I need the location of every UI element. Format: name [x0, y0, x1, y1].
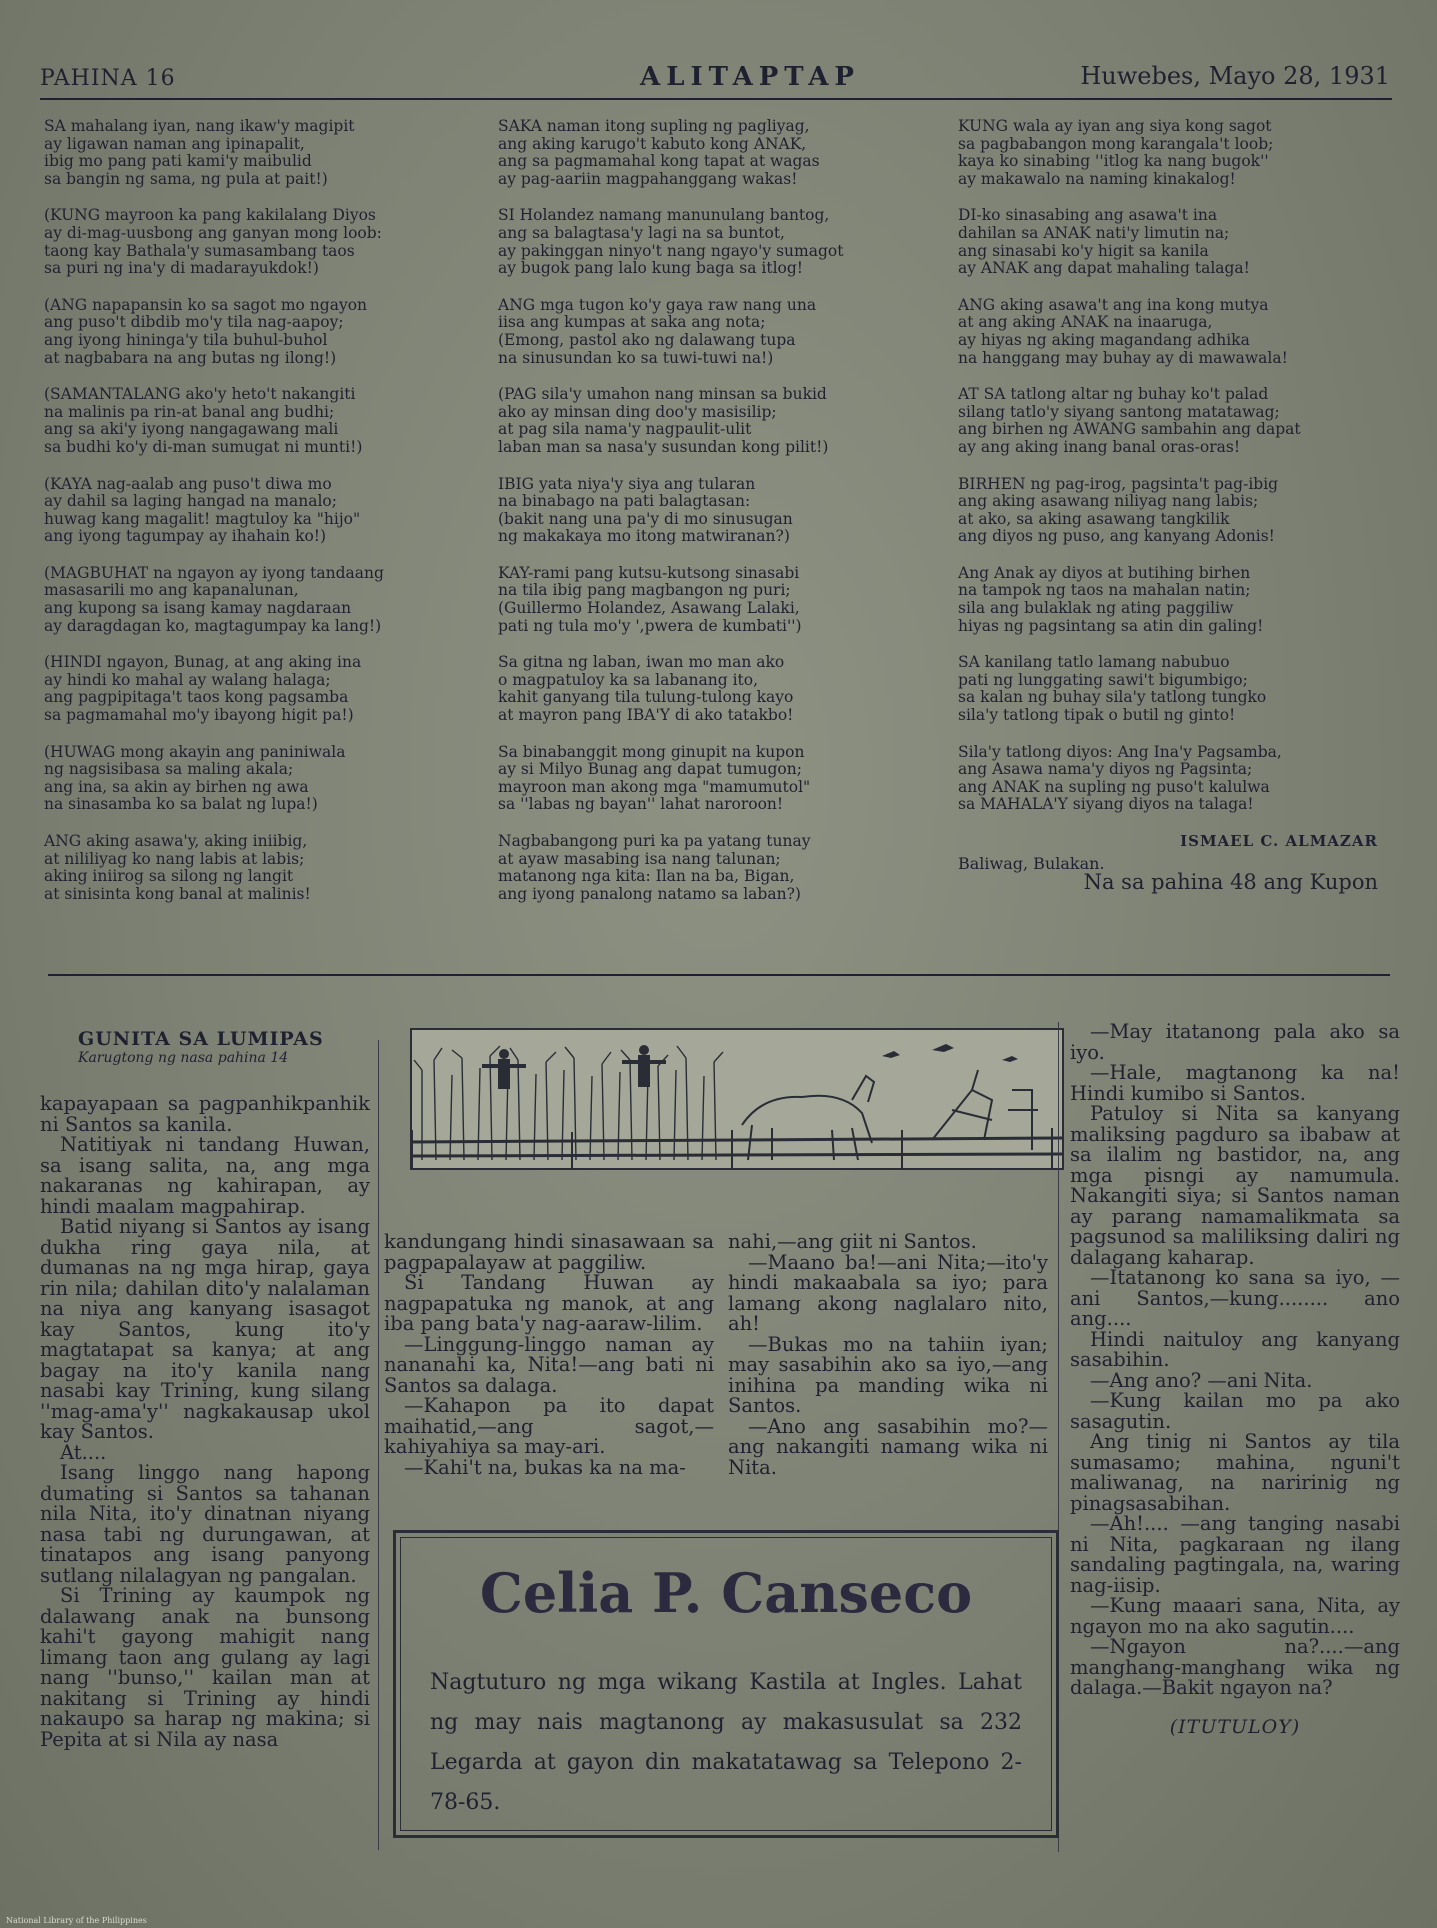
- poem-line: at nagbabara na ang butas ng ilong!): [44, 348, 337, 367]
- poem-stanza: [498, 118, 918, 188]
- poem-line: (HUWAG mong akayin ang paniniwala: [44, 742, 346, 761]
- story-column-3: [728, 1232, 1048, 1478]
- poem-line: ng makakaya mo itong matwiranan?): [498, 527, 790, 546]
- poem-line: kahit ganyang tila tulung-tulong kayo: [498, 688, 794, 707]
- poem-line: ang sinasabi ko'y higit sa kanila: [958, 241, 1209, 260]
- poem-line: ang pagpipitaga't taos kong pagsamba: [44, 688, 349, 707]
- poem-line: SAKA naman itong supling ng pagliyag,: [498, 117, 810, 135]
- poem-line: Sa binabanggit mong ginupit na kupon: [498, 742, 805, 761]
- poem-column-1: [44, 118, 464, 922]
- story-paragraph: —Ngayon na?....—ang manghang-manghang wika ng dalaga.—Bakit ngayon na?: [1070, 1635, 1400, 1699]
- poem-line: (SAMANTALANG ako'y heto't nakangiti: [44, 385, 356, 404]
- poem-line: ay ligawan naman ang ipinapalit,: [44, 134, 305, 153]
- poem-place: Baliwag, Bulakan.: [958, 853, 1105, 873]
- poem-stanza: [44, 565, 464, 635]
- story-heading: [78, 1028, 348, 1066]
- story-paragraph: kandungang hindi sinasawaan sa pagpapalayaw at paggiliw.: [384, 1230, 714, 1274]
- poem-line: ay si Milyo Bunag ang dapat tumugon;: [498, 760, 802, 779]
- poem-stanza: [958, 565, 1378, 635]
- poem-line: sa ''labas ng bayan'' lahat naroroon!: [498, 795, 784, 814]
- poem-line: na sinusundan ko sa tuwi-tuwi na!): [498, 348, 774, 367]
- poem-line: (Guillermo Holandez, Asawang Lalaki,: [498, 599, 800, 618]
- poem-stanza: [958, 297, 1378, 367]
- poem-line: ang birhen ng AWANG sambahin ang dapat: [958, 420, 1301, 439]
- section-divider: [48, 974, 1390, 976]
- ad-name: Celia P. Canseco: [479, 1561, 973, 1625]
- story-paragraph: —Hale, magtanong ka na! Hindi kumibo si Santos.: [1070, 1061, 1400, 1105]
- poem-line: ANG aking asawa'y, aking iniibig,: [44, 832, 308, 850]
- story-paragraph: kapayapaan sa pagpanhikpanhik ni Santos sa kanila.: [40, 1092, 370, 1136]
- poem-stanza: [498, 386, 918, 456]
- story-paragraph: —Ang ano? —ani Nita.: [1090, 1368, 1313, 1392]
- poem-stanza: [958, 118, 1378, 188]
- poem-line: at mayron pang IBA'Y di ako tatakbo!: [498, 706, 794, 725]
- poem-line: aking iniirog sa silong ng langit: [44, 867, 294, 886]
- poem-stanza: [44, 744, 464, 814]
- poem-line: na sinasamba ko sa balat ng lupa!): [44, 795, 318, 814]
- story-paragraph: Batid niyang si Santos ay isang dukha ring gaya nila, at dumanas na ng mga hirap, gaya rin nila; dahilan dito'y nalalaman na niya ang kanyang isasagot kay Santos, kung ito'y magtatapat sa kanya; at ang bagay na ito'y kanila nang nasabi kay Trining, kung silang ''mag-ama'y'' nagkakausap ukol kay Santos.: [40, 1215, 370, 1443]
- poem-line: taong kay Bathala'y sumasambang taos: [44, 241, 355, 260]
- library-credit: National Library of the Philippines: [6, 1916, 147, 1925]
- poem-line: (Emong, pastol ako ng dalawang tupa: [498, 330, 796, 349]
- poem-line: na tampok ng taos na mahalan natin;: [958, 581, 1251, 600]
- poem-line: (PAG sila'y umahon nang minsan sa bukid: [498, 385, 827, 404]
- story-paragraph: Ang tinig ni Santos ay tila sumasamo; mahina, nguni't maliwanag, na naririnig ng pinagsasabihan.: [1070, 1430, 1400, 1515]
- poem-line: ang sa pagmamahal kong tapat at wagas: [498, 152, 820, 171]
- poem-line: Sila'y tatlong diyos: Ang Ina'y Pagsamba,: [958, 742, 1282, 761]
- poem-line: ang puso't dibdib mo'y tila nag-aapoy;: [44, 313, 344, 332]
- poem-line: dahilan sa ANAK nati'y limutin na;: [958, 223, 1230, 242]
- poem-line: huwag kang magalit! magtuloy ka "hijo": [44, 509, 361, 528]
- story-paragraph: —Bukas mo na tahiin iyan; may sasabihin ako sa iyo,—ang inihina pa manding wika ni Santos.: [728, 1332, 1048, 1417]
- poem-line: ang iyong tagumpay ay ihahain ko!): [44, 527, 327, 546]
- story-paragraph: At....: [60, 1440, 107, 1464]
- poem-stanza: [958, 476, 1378, 546]
- poem-line: Sa gitna ng laban, iwan mo man ako: [498, 653, 785, 672]
- poem-line: ay hiyas ng aking magandang adhika: [958, 330, 1250, 349]
- poem-stanza: [958, 386, 1378, 456]
- poem-line: na hanggang may buhay ay di mawawala!: [958, 348, 1288, 367]
- poem-line: matanong nga kita: Ilan na ba, Bigan,: [498, 867, 795, 886]
- poem-line: ang iyong hininga'y tila buhul-buhol: [44, 330, 328, 349]
- poem-line: ang ina, sa akin ay birhen ng awa: [44, 777, 309, 796]
- poem-stanza: [44, 833, 464, 903]
- poem-line: sa pagmamahal mo'y ibayong higit pa!): [44, 706, 354, 725]
- poem-line: ay pakinggan ninyo't nang ngayo'y sumagot: [498, 241, 844, 260]
- poem-line: sa bangin ng sama, ng pula at pait!): [44, 169, 328, 188]
- poem-line: KUNG wala ay iyan ang siya kong sagot: [958, 117, 1272, 135]
- poem-line: ANG mga tugon ko'y gaya raw nang una: [498, 295, 817, 314]
- poem-line: sa puri ng ina'y di madarayukdok!): [44, 259, 319, 278]
- poem-line: at ayaw masabing isa nang talunan;: [498, 849, 781, 868]
- poem-line: na malinis pa rin-at banal ang budhi;: [44, 402, 335, 421]
- poem-line: ay ANAK ang dapat mahaling talaga!: [958, 259, 1250, 278]
- poem-line: ang Asawa nama'y diyos ng Pagsinta;: [958, 760, 1253, 779]
- poem-line: at nililiyag ko nang labis at labis;: [44, 849, 305, 868]
- poem-stanza: [498, 297, 918, 367]
- poem-line: ANG aking asawa't ang ina kong mutya: [958, 295, 1269, 314]
- story-paragraph: —Linggung-linggo naman ay nananahi ka, Nita!—ang bati ni Santos sa dalaga.: [384, 1332, 714, 1397]
- story-paragraph: Isang linggo nang hapong dumating si Santos sa tahanan nila Nita, ito'y dinatnan niyang nasa tabi ng durungawan, at tinatapos ang isang panyong sutlang nilalagyan ng pangalan.: [40, 1461, 370, 1587]
- story-paragraph: Si Tandang Huwan ay nagpapatuka ng manok, at ang iba pang bata'y nag-aaraw-lilim.: [384, 1271, 714, 1335]
- poem-line: (HINDI ngayon, Bunag, at ang aking ina: [44, 653, 362, 672]
- story-paragraph: Natitiyak ni tandang Huwan, sa isang salita, na, ang mga nakaranas ng kahirapan, ay hindi maalam magpahirap.: [40, 1133, 370, 1218]
- story-paragraph: Hindi naituloy ang kanyang sasabihin.: [1070, 1327, 1400, 1371]
- poem-line: (MAGBUHAT na ngayon ay iyong tandaang: [44, 563, 384, 582]
- story-paragraph: —Kahapon pa ito dapat maihatid,—ang sagot,—kahiyahiya sa may-ari.: [384, 1394, 714, 1458]
- kupon-note: Na sa pahina 48 ang Kupon: [1083, 870, 1378, 895]
- poem-stanza: [958, 207, 1378, 277]
- masthead-title: ALITAPTAP: [640, 62, 860, 92]
- story-paragraph: —Maano ba!—ani Nita;—ito'y hindi makaabala sa iyo; para lamang akong naglalaro nito, ah!: [728, 1250, 1048, 1335]
- poem-line: pati ng lunggating sawi't bigumbigo;: [958, 670, 1248, 689]
- poem-line: ang iyong panalong natamo sa laban?): [498, 884, 801, 903]
- poem-line: Nagbabangong puri ka pa yatang tunay: [498, 832, 811, 850]
- ad-body: Nagtuturo ng mga wikang Kastila at Ingles. Lahat ng may nais magtanong ay makasusulat sa 232 Legarda at gayon din makatatawag sa Telepono 2-78-65.: [430, 1670, 1022, 1815]
- poem-line: ay makawalo na naming kinakalog!: [958, 169, 1236, 188]
- poem-line: ang sa aki'y iyong nangagawang mali: [44, 420, 339, 439]
- poem-line: masasarili mo ang kapanalunan,: [44, 581, 299, 600]
- story-subtitle: Karugtong ng nasa pahina 14: [78, 1050, 289, 1066]
- to-be-continued: (ITUTULOY): [1169, 1715, 1301, 1738]
- poem-line: ay bugok pang lalo kung baga sa itlog!: [498, 259, 804, 278]
- poem-stanza: [44, 297, 464, 367]
- story-title: GUNITA SA LUMIPAS: [78, 1028, 324, 1050]
- column-rule-1: [378, 1040, 379, 1850]
- poem-line: ay di-mag-uusbong ang ganyan mong loob:: [44, 223, 382, 242]
- poem-stanza: [44, 654, 464, 724]
- poem-stanza: [498, 744, 918, 814]
- poem-line: ang aking asawang niliyag nang labis;: [958, 492, 1259, 511]
- story-column-4: [1070, 1022, 1400, 1737]
- poem-line: IBIG yata niya'y siya ang tularan: [498, 474, 756, 493]
- poem-line: kaya ko sinabing ''itlog ka nang bugok'': [958, 152, 1269, 171]
- poem-line: ako ay minsan ding doo'y masisilip;: [498, 402, 777, 421]
- poem-column-2: [498, 118, 918, 922]
- poem-line: sa pagbabangon mong karangala't loob;: [958, 134, 1274, 153]
- poem-line: ay pag-aariin magpahanggang wakas!: [498, 169, 798, 188]
- poem-line: ang kupong sa isang kamay nagdaraan: [44, 599, 352, 618]
- story-paragraph: —May itatanong pala ako sa iyo.: [1070, 1020, 1400, 1064]
- poem-stanza: [498, 654, 918, 724]
- poem-line: (ANG napapansin ko sa sagot mo ngayon: [44, 295, 368, 314]
- header-rule: [40, 98, 1392, 100]
- story-paragraph: —Itatanong ko sana sa iyo, —ani Santos,—kung........ ano ang....: [1070, 1266, 1400, 1330]
- story-paragraph: Patuloy si Nita sa kanyang maliksing pagduro sa ibabaw at sa ilalim ng bastidor, na, ang mga pisngi ay namumula. Nakangiti siya; si Santos naman ay parang namamalikmata sa pagsunod sa maliliksing daliri ng dalagang kaharap.: [1070, 1102, 1400, 1269]
- poem-line: ay ang aking inang banal oras-oras!: [958, 437, 1241, 456]
- poem-line: na binabago na pati balagtasan:: [498, 492, 751, 511]
- poem-line: na tila ibig pang magbangon ng puri;: [498, 581, 791, 600]
- poem-line: ang diyos ng puso, ang kanyang Adonis!: [958, 527, 1275, 546]
- poem-line: iisa ang kumpas at saka ang nota;: [498, 313, 766, 332]
- poem-line: silang tatlo'y siyang santong matatawag;: [958, 402, 1280, 421]
- poem-line: ang sa balagtasa'y lagi na sa buntot,: [498, 223, 785, 242]
- poem-stanza: [44, 386, 464, 456]
- poem-line: AT SA tatlong altar ng buhay ko't palad: [958, 385, 1269, 404]
- poem-line: at ang aking ANAK na inaaruga,: [958, 313, 1213, 332]
- poem-line: (bakit nang una pa'y di mo sinusugan: [498, 509, 793, 528]
- poem-line: laban man sa nasa'y susundan kong pilit!): [498, 437, 829, 456]
- poem-stanza: [44, 118, 464, 188]
- advertisement-box: [393, 1530, 1059, 1838]
- poem-line: ibig mo pang pati kami'y maibulid: [44, 152, 312, 171]
- issue-date: Huwebes, Mayo 28, 1931: [1080, 62, 1390, 90]
- poem-column-3: [958, 117, 1378, 895]
- poem-line: KAY-rami pang kutsu-kutsong sinasabi: [498, 563, 800, 582]
- poem-line: pati ng tula mo'y ',pwera de kumbati''): [498, 616, 802, 635]
- poem-line: hiyas ng pagsintang sa atin din galing!: [958, 616, 1264, 635]
- poem-line: ang aking karugo't kabuto kong ANAK,: [498, 134, 807, 153]
- poem-line: sa MAHALA'Y siyang diyos na talaga!: [958, 795, 1254, 814]
- poem-line: sila'y tatlong tipak o butil ng ginto!: [958, 706, 1236, 725]
- poem-line: SA kanilang tatlo lamang nabubuo: [958, 653, 1230, 672]
- story-paragraph: Si Trining ay kaumpok ng dalawang anak na bunsong kahi't gayong mahigit nang limang taon ang gulang ay lagi nang ''bunso,'' kailan man at nakitang si Trining ay hindi nakaupo sa harap ng makina; si Pepita at si Nila ay nasa: [40, 1584, 370, 1751]
- poem-line: (KAYA nag-aalab ang puso't diwa mo: [44, 474, 332, 493]
- poem-line: sa budhi ko'y di-man sumugat ni munti!): [44, 437, 363, 456]
- poem-line: DI-ko sinasabing ang asawa't ina: [958, 206, 1218, 225]
- poem-stanza: [498, 833, 918, 903]
- poem-stanza: [44, 476, 464, 546]
- poem-line: mayroon man akong mga "mamumutol": [498, 777, 811, 796]
- poem-line: at pag sila nama'y nagpaulit-ulit: [498, 420, 752, 439]
- poem-line: Ang Anak ay diyos at butihing birhen: [958, 563, 1251, 582]
- poem-line: at ako, sa aking asawang tangkilik: [958, 509, 1230, 528]
- poem-line: sila ang bulaklak ng ating paggiliw: [958, 599, 1234, 618]
- poem-line: SA mahalang iyan, nang ikaw'y magipit: [44, 117, 355, 135]
- story-paragraph: —Kahi't na, bukas ka na ma-: [404, 1455, 686, 1479]
- poem-line: ng nagsisibasa sa maling akala;: [44, 760, 294, 779]
- page-number: PAHINA 16: [40, 66, 176, 91]
- poem-line: SI Holandez namang manunulang bantog,: [498, 206, 830, 225]
- story-column-1: [40, 1094, 370, 1750]
- story-paragraph: —Kung maaari sana, Nita, ay ngayon mo na ako sagutin....: [1070, 1594, 1400, 1638]
- story-paragraph: —Ah!.... —ang tanging nasabi ni Nita, pagkaraan ng ilang sandaling pagtingala, na, waring nag-iisip.: [1070, 1512, 1400, 1597]
- story-paragraph: nahi,—ang giit ni Santos.: [728, 1230, 977, 1253]
- poem-line: ay dahil sa laging hangad na manalo;: [44, 492, 337, 511]
- poem-line: ay daragdagan ko, magtagumpay ka lang!): [44, 616, 382, 635]
- poem-line: BIRHEN ng pag-irog, pagsinta't pag-ibig: [958, 474, 1279, 493]
- poem-stanza: [958, 744, 1378, 814]
- poem-line: sa kalan ng buhay sila'y tatlong tungko: [958, 688, 1267, 707]
- poem-signature: ISMAEL C. ALMAZAR: [1180, 832, 1378, 850]
- poem-stanza: [498, 565, 918, 635]
- poem-stanza: [958, 654, 1378, 724]
- poem-line: (KUNG mayroon ka pang kakilalang Diyos: [44, 206, 376, 225]
- poem-stanza: [498, 476, 918, 546]
- poem-stanza: [498, 207, 918, 277]
- story-paragraph: —Ano ang sasabihin mo?—ang nakangiti namang wika ni Nita.: [728, 1414, 1048, 1479]
- poem-line: o magpatuloy ka sa labanang ito,: [498, 670, 759, 689]
- poem-line: ang ANAK na supling ng puso't kalulwa: [958, 777, 1270, 796]
- poem-line: ay hindi ko mahal ay walang halaga;: [44, 670, 331, 689]
- story-paragraph: —Kung kailan mo pa ako sasagutin.: [1070, 1389, 1400, 1433]
- farm-illustration: [410, 1028, 1064, 1170]
- poem-stanza: [44, 207, 464, 277]
- poem-line: at sinisinta kong banal at malinis!: [44, 884, 311, 903]
- illustration-drawing: [412, 1030, 1062, 1168]
- story-column-2: [384, 1232, 714, 1478]
